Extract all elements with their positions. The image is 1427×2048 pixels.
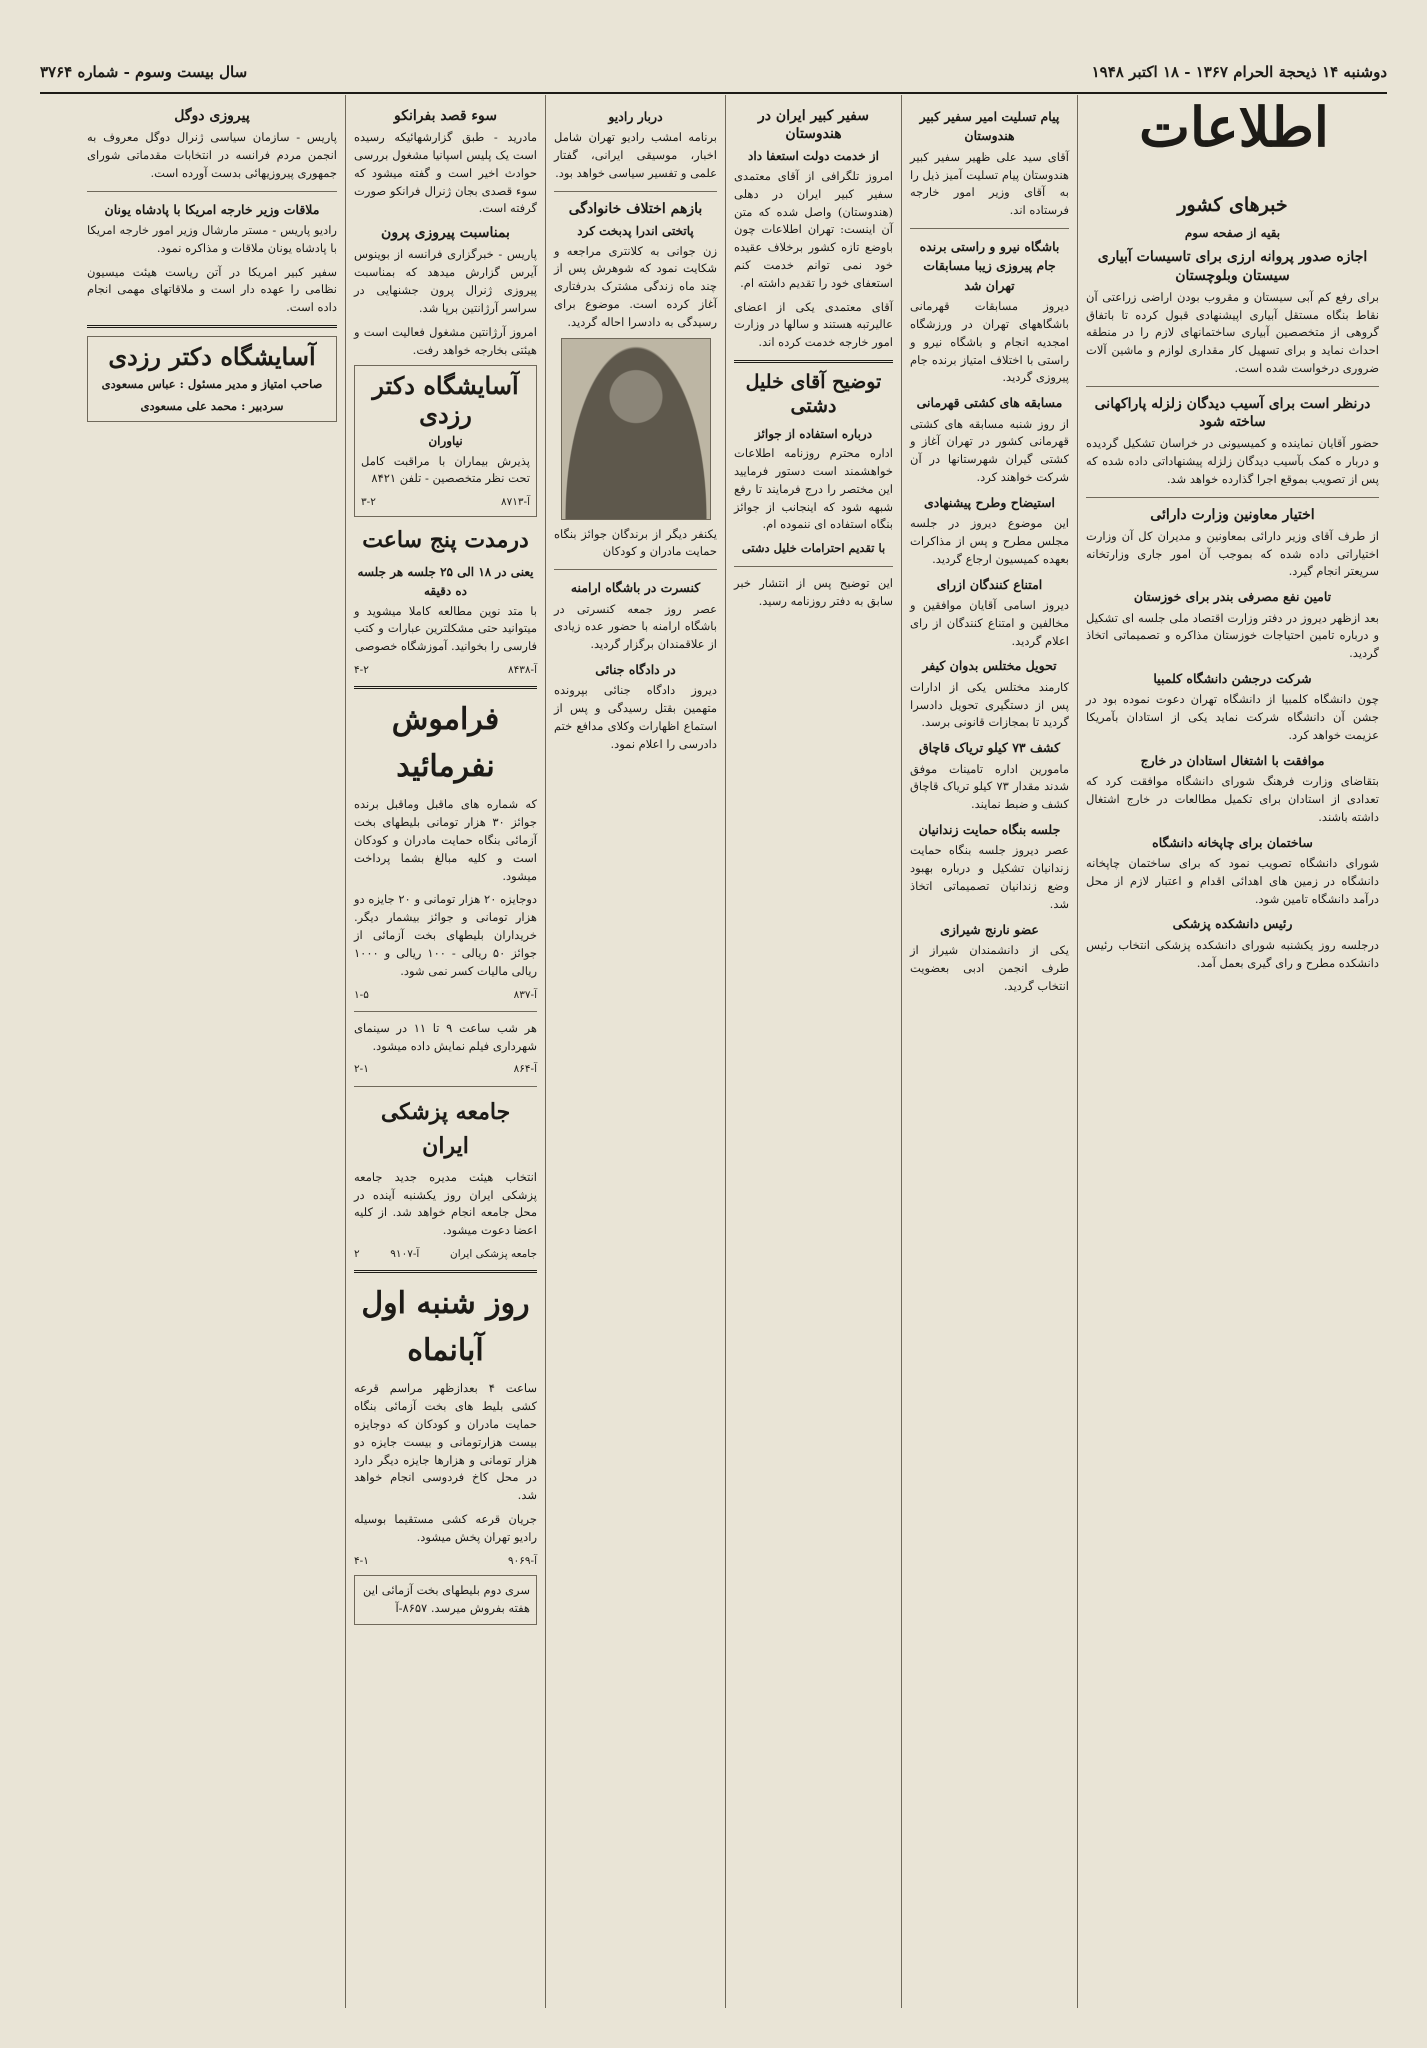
divider [1086, 497, 1379, 498]
ad-subtitle: نیاوران [428, 433, 463, 448]
column-country-news [1077, 95, 1387, 2008]
article-heading: کنسرت در باشگاه ارامنه [570, 580, 701, 596]
divider [734, 360, 893, 363]
ad-code-row [354, 1246, 537, 1262]
article-body: دیروز دادگاه جنائی بپرونده متهمین بقتل رسیدگی و پس از استماع اظهارات وکلای مدافع ختم دادرسی را اعلام نمود. [554, 683, 717, 751]
divider [1086, 386, 1379, 387]
ad-number: ۴-۱ [354, 1554, 369, 1567]
ad-code: آ-۸۴۳۸ [507, 664, 537, 677]
article-body: این توضیح پس از انتشار خبر سابق به دفتر روزنامه رسید. [734, 576, 893, 608]
ad-code: آ-۹۰۶۹ [507, 1554, 537, 1567]
ad-text: که شماره های ماقبل وماقبل برنده جوائز ۳۰ هزار تومانی بلیطهای بخت آزمائی بنگاه حمایت مادران و کودکان است و کلیه مبالغ بشما پرداخت میشود. [354, 797, 537, 883]
article-body: از روز شنبه مسابقه های کشتی قهرمانی کشور در تهران آغاز و کشتی گیران شهرستانها در آن شرکت خواهند کرد. [910, 416, 1069, 484]
portrait-photo [561, 338, 711, 520]
ad-code: آ-۹۱۰۷ [390, 1248, 420, 1261]
article-body: برای رفع کم آبی سیستان و مقروب بودن اراضی زراعتی آن نقاط بنگاه مستقل آبیاری اپیشنهادی قبول کرده تا باتفاق گروهی از متخصصین آبیاری ساختمانهای لازم را در منطقه احداث نماید و برای تسهیل کار مقداری لوازم و ماشین آلات ضروری درخواست شده است. [1086, 289, 1379, 375]
medical-society-heading: جامعه پزشکی ایران [380, 1098, 511, 1159]
ad-code: آ-۸۳۷ [513, 988, 537, 1001]
article-heading: تامین نفع مصرفی بندر برای خوزستان [1133, 589, 1332, 605]
country-news-title: خبرهای کشور [1177, 194, 1288, 216]
ad-code: آ-۸۶۴ [513, 1063, 537, 1076]
divider [87, 191, 337, 192]
column-two [901, 95, 1077, 2008]
article-heading: پیروزی دوگل [174, 108, 250, 124]
ad-text: دوجایزه ۲۰ هزار تومانی و ۲۰ جایزه دو هزار تومانی و جوائز بیشمار دیگر. خریداران بلیطهای بخت آزمائی از جوائز ۵۰ ریالی - ۱۰۰ ریالی و ۱۰۰۰ ریالی مالیات کسر نمی شود. [354, 892, 537, 978]
divider [354, 1086, 537, 1087]
article-body: زن جوانی به کلانتری مراجعه و شکایت نمود که شوهرش پس از چند ماه زندگی مشترک بدرفتاری آغاز کرده است. موضوع برای رسیدگی به دادسرا احاله گردید. [554, 243, 717, 329]
article-heading: بمناسبت پیروزی پرون [381, 225, 510, 242]
article-body: چون دانشگاه کلمبیا از دانشگاه تهران دعوت نموده بود در جشن آن دانشگاه شرکت نماید یکی از استادان بآمریکا عزیمت خواهد کرد. [1086, 692, 1379, 743]
ad-number: ۲-۱ [354, 1063, 369, 1076]
divider [734, 566, 893, 567]
divider [910, 228, 1069, 229]
editor-line: سردبیر : محمد علی مسعودی [140, 398, 284, 413]
ad-code-row [354, 1553, 537, 1569]
divider [354, 1011, 537, 1012]
article-body: امروز آرژانتین مشغول فعالیت است و هیئتی بخارجه خواهد رفت. [354, 324, 537, 357]
article-heading: سفیر کبیر ایران در هندوستان [758, 108, 869, 143]
article-heading: امتناع کنندگان ازرای [936, 576, 1043, 592]
article-heading: ساختمان برای چاپخانه دانشگاه [1152, 834, 1313, 850]
article-heading: اجازه صدور پروانه ارزی برای تاسیسات آبیاری سیستان وبلوچستان [1097, 249, 1368, 284]
ad-code-row [354, 987, 537, 1003]
article-body: شورای دانشگاه تصویب نمود که برای ساختمان چاپخانه دانشگاه در زمین های اهدائی اقدام و اعتبار لازم از محل درآمد دانشگاه تامین شود. [1086, 856, 1379, 906]
ad-text: پذیرش بیماران با مراقبت کامل تحت نظر متخصصین - تلفن ۸۴۲۱ [361, 453, 530, 486]
article-body: سفیر کبیر امریکا در آتن ریاست هیئت میسیون نظامی را عهده دار است و ملاقاتهای مهمی انجام داده است. [87, 264, 337, 315]
article-heading: باشگاه نیرو و راستی برنده جام پیروزی زیبا مسابقات تهران شد [919, 239, 1060, 293]
article-body: بعد ازظهر دیروز در دفتر وزارت اقتصاد ملی جلسه ای تشکیل و درباره تامین احتیاجات خوزستان مذاکره و تصمیماتی اتخاذ گردید. [1086, 610, 1379, 661]
article-heading: موافقت با اشتغال استادان در خارج [1140, 752, 1325, 768]
ad-title: آسایشگاه دکتر رزدی [108, 342, 316, 372]
publisher-line: صاحب امتیاز و مدیر مسئول : عباس مسعودی [101, 376, 323, 391]
divider [354, 1270, 537, 1273]
lottery-day-heading: روز شنبه اول آبانماه [361, 1286, 530, 1368]
article-body: مامورین اداره تامینات موفق شدند مقدار ۷۳ کیلو تریاک قاچاق کشف و ضبط نمایند. [910, 761, 1069, 812]
issue-number: سال بیست وسوم - شماره ۳۷۶۴ [40, 63, 248, 81]
article-body: برنامه امشب رادیو تهران شامل اخبار، موسیقی ایرانی، گفتار علمی و تفسیر سیاسی خواهد بود. [554, 130, 717, 180]
country-news-subtitle: بقیه از صفحه سوم [1184, 225, 1281, 240]
article-heading: سوء قصد بفرانکو [394, 108, 497, 124]
article-heading: کشف ۷۳ کیلو تریاک قاچاق [918, 740, 1061, 756]
ad-code: آ-۸۷۱۳ [500, 496, 530, 509]
ad-sanatorium-banner [87, 336, 337, 422]
masthead-logo: اطلاعات [1139, 95, 1329, 159]
article-heading: بازهم اختلاف خانوادگی [568, 200, 703, 217]
article-body: عصر دیروز جلسه بنگاه حمایت زندانیان تشکیل و درباره بهبود وضع زندانیان تصمیماتی اتخاذ شد. [910, 843, 1069, 911]
photo-caption: یکنفر دیگر از برندگان جوائز بنگاه حمایت مادران و کودکان [554, 526, 717, 559]
article-body: اداره محترم روزنامه اطلاعات خواهشمند است دستور فرمایید این مختصر را درج فرمایند تا رفع شبهه شود که اینجانب از جوائز بنگاه استفاده ای ننموده ام. [734, 446, 893, 532]
article-heading: مسابقه های کشتی قهرمانی [916, 395, 1063, 411]
article-heading: اختیار معاونین وزارت دارائی [1150, 506, 1315, 523]
article-body: پاریس - خبرگزاری فرانسه از بوینوس آیرس گزارش میدهد که بمناسبت پیروزی ژنرال پرون جشنهایی در سراسر آرژانتین برپا شد. [354, 247, 537, 315]
article-body: امروز تلگرافی از آقای معتمدی سفیر کبیر ایران در دهلی (هندوستان) واصل شده که متن آن اینست: تهران اطلاعات چون باوضع تازه کشور برخلاف عقیده خود نمی توانم خدمت کنم استعفای خود را تقدیم داشته ام. [734, 168, 893, 290]
article-subheading: درباره استفاده از جوائز [754, 426, 873, 441]
article-body: آقای معتمدی یکی از اعضای عالیرتبه هستند و سالها در وزارت امور خارجه خدمت کرده اند. [734, 299, 893, 350]
article-heading: در دادگاه جنائی [595, 662, 676, 678]
ad-code-row [354, 662, 537, 678]
article-body: آقای سید علی ظهیر سفیر کبیر هندوستان پیام تسلیت آمیز ذیل را به آقای وزیر امور خارجه فرستاده اند. [910, 149, 1069, 218]
column-six [79, 95, 345, 2008]
ad-heading: درمدت پنج ساعت [362, 527, 529, 554]
ad-code-row [361, 494, 530, 510]
article-subheading: پاتختی اندرا پدبخت کرد [577, 224, 694, 238]
ad-number: ۳-۲ [361, 496, 376, 509]
ad-text: جریان قرعه کشی مستقیما بوسیله رادیو تهران پخش میشود. [354, 1512, 537, 1544]
ad-text: انتخاب هیئت مدیره جدید جامعه پزشکی ایران روز یکشنبه آینده در محل جامعه انجام خواهد شد. از کلیه اعضا دعوت میشود. [354, 1169, 537, 1238]
divider [87, 325, 337, 328]
columns [40, 95, 1387, 2008]
article-heading: پیام تسلیت امیر سفیر کبیر هندوستان [919, 109, 1060, 144]
article-heading: استیضاح وطرح پیشنهادی [924, 494, 1055, 510]
article-body: کارمند مختلس یکی از ادارات پس از دستگیری تحویل دادسرا گردید تا بمجازات قانونی برسد. [910, 679, 1069, 730]
article-heading: شرکت درجشن دانشگاه کلمبیا [1153, 671, 1312, 687]
divider [554, 191, 717, 192]
issue-date: دوشنبه ۱۴ ذیحجة الحرام ۱۳۶۷ - ۱۸ اکتبر ۱۹۴۸ [1091, 63, 1387, 81]
article-body: حضور آقایان نماینده و کمیسیونی در خراسان تشکیل گردیده و دربار ه کمک بآسیب دیدگان زلزله پیشنهاداتی داده شده که پس از تصویب بموقع اجرا گذارده خواهد شد. [1086, 436, 1379, 486]
article-heading: دربار رادیو [608, 109, 663, 124]
article-heading: عضو نارنج شیرازی [940, 921, 1039, 937]
divider [354, 686, 537, 689]
ad-sanatorium [354, 365, 537, 517]
article-body: رادیو پاریس - مستر مارشال وزیر امور خارجه امریکا با پادشاه یونان ملاقات و مذاکره نمود. [87, 223, 337, 255]
article-heading: جلسه بنگاه حمایت زندانیان [918, 822, 1061, 838]
article-body: دیروز اسامی آقایان موافقین و مخالفین و امتناع کنندگان از رای اعلام گردید. [910, 598, 1069, 648]
ad-title: آسایشگاه دکتر رزدی [372, 371, 519, 430]
article-body: دیروز مسابقات قهرمانی باشگاههای تهران در ورزشگاه امجدیه انجام و باشگاه نیرو و راستی با اختلاف امتیاز برنده جام پیروزی گردید. [910, 299, 1069, 385]
article-body: از طرف آقای وزیر دارائی بمعاونین و مدیران کل آن وزارت اختیاراتی داده شده که بموجب آن امور جاری وزارتخانه سریعتر انجام گیرد. [1086, 528, 1379, 579]
article-heading: تحویل مختلس بدوان کیفر [922, 658, 1057, 674]
ad-subheading: یعنی در ۱۸ الی ۲۵ جلسه هر جلسه ده دقیقه [357, 565, 534, 599]
column-three [725, 95, 901, 2008]
divider [554, 569, 717, 570]
article-heading: درنظر است برای آسیب دیدگان زلزله پاراکهانی ساخته شود [1094, 395, 1371, 430]
column-four [545, 95, 725, 2008]
ad-text: ساعت ۴ بعدازظهر مراسم قرعه کشی بلیط های بخت آزمائی بنگاه حمایت مادران و کودکان که دوجایزه بیست هزارتومانی و بیست جایزه دو هزار تومانی و هزارها جایزه دیگر دارد در محل کاخ فردوسی انجام خواهد شد. [354, 1381, 537, 1503]
page-header [40, 52, 1387, 94]
article-body: یکی از دانشمندان شیراز از طرف انجمن ادبی بعضویت انتخاب گردید. [910, 943, 1069, 993]
article-body: بتقاضای وزارت فرهنگ شورای دانشگاه موافقت کرد که تعدادی از استادان برای تکمیل مطالعات در خارج اشتغال داشته باشند. [1086, 774, 1379, 824]
article-heading: ملاقات وزیر خارجه امریکا با پادشاه یونان [104, 201, 320, 217]
footer-ad: سری دوم بلیطهای بخت آزمائی این هفته بفروش میرسد. ۸۶۵۷-آ [354, 1575, 537, 1625]
ad-code-row [354, 1061, 537, 1077]
article-body: عصر روز جمعه کنسرتی در باشگاه ارامنه با حضور عده زیادی از علاقمندان برگزار گردید. [554, 601, 717, 652]
column-five [345, 95, 545, 2008]
ad-text: با متد نوین مطالعه کاملا میشوید و میتوانید حتی مشکلترین عبارات و کتب فارسی را بخوانید. آموزشگاه خصوصی [354, 603, 537, 654]
ad-number: ۴-۲ [354, 664, 369, 677]
ad-number: ۱-۵ [354, 988, 369, 1001]
article-body: این موضوع دیروز در جلسه مجلس مطرح و پس از مذاکرات بعهده کمیسیون ارجاع گردید. [910, 516, 1069, 566]
article-body: درجلسه روز یکشنبه شورای دانشکده پزشکی انتخاب رئیس دانشکده مطرح و رای گیری بعمل آمد. [1086, 937, 1379, 970]
ad-number: ۲ [354, 1248, 360, 1261]
ad-text: هر شب ساعت ۹ تا ۱۱ در سینمای شهرداری فیلم نمایش داده میشود. [354, 1020, 537, 1053]
article-heading: رئیس دانشکده پزشکی [1172, 916, 1293, 932]
lottery-ad-heading: فراموش نفرمائید [391, 702, 500, 784]
article-subheading: از خدمت دولت استعفا داد [748, 149, 879, 164]
article-body: پاریس - سازمان سیاسی ژنرال دوگل معروف به انجمن مردم فرانسه در انتخابات مقدماتی شورای جمهوری پیروزیهائی بدست آورده است. [87, 130, 337, 180]
ad-signature: جامعه پزشکی ایران [449, 1248, 537, 1261]
article-heading: توضیح آقای خلیل دشتی [745, 371, 882, 417]
signature: با تقدیم احترامات خلیل دشتی [741, 541, 886, 556]
article-body: مادرید - طبق گزارشهائیکه رسیده است یک پلیس اسپانیا مشغول بررسی حوادث اخیر است و گفته میشود که سوء قصدی بجان ژنرال فرانکو صورت گرفته است. [354, 130, 537, 216]
